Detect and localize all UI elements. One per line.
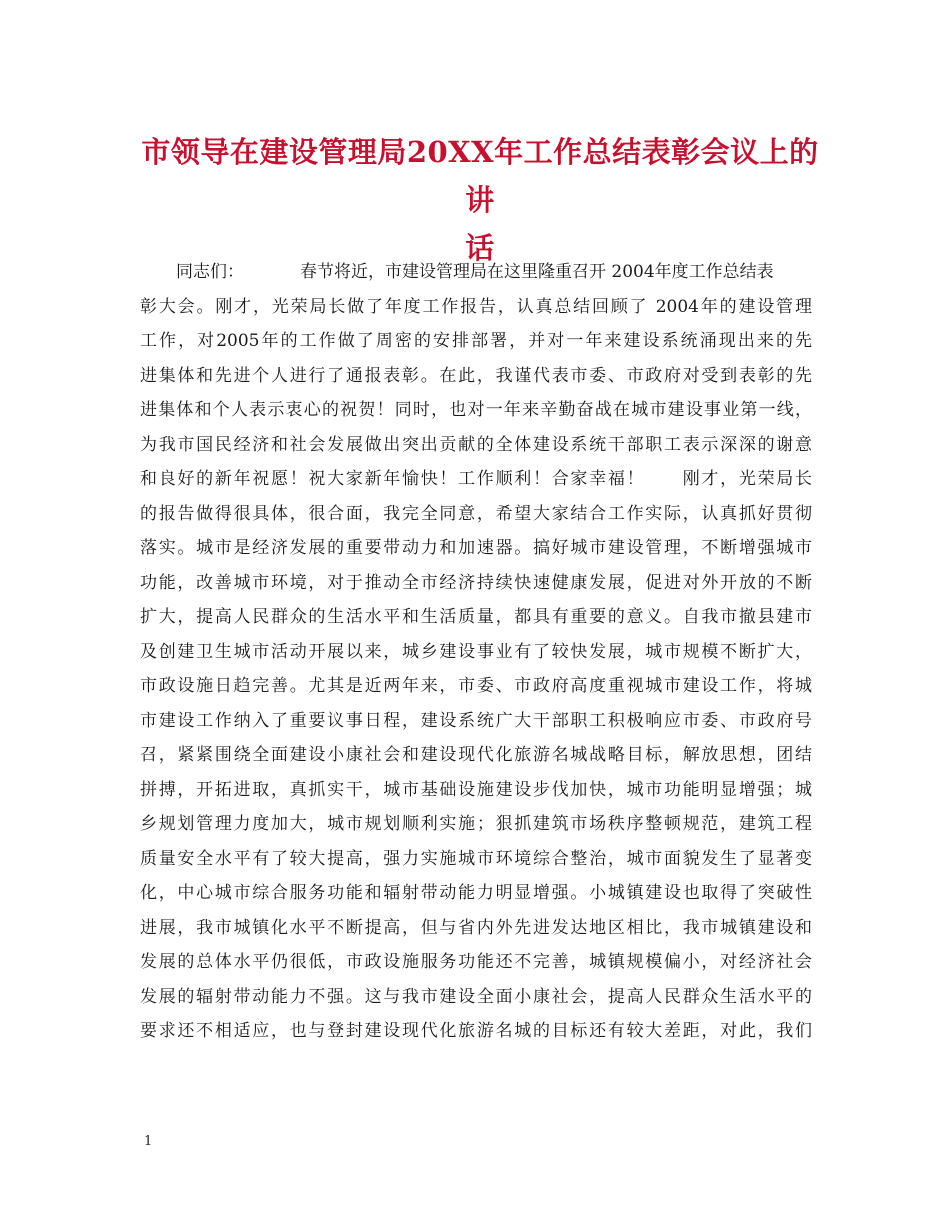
- body-line: 乡规划管理力度加大，城市规划顺利实施；狠抓建筑市场秩序整顿规范，建筑工程: [140, 814, 812, 834]
- body-line: 进展，我市城镇化水平不断提高，但与省内外先进发达地区相比，我市城镇建设和: [140, 917, 812, 938]
- body-line-first: [140, 255, 812, 290]
- body-line: 和良好的新年祝愿！祝大家新年愉快！工作顺利！合家幸福！ 刚才，光荣局长: [140, 469, 812, 489]
- body-line: 及创建卫生城市活动开展以来，城乡建设事业有了较快发展，城市规模不断扩大，: [140, 641, 812, 662]
- body-line: 彰大会。刚才，光荣局长做了年度工作报告，认真总结回顾了 2004年的建设管理: [140, 296, 812, 317]
- body-line: 进集体和先进个人进行了通报表彰。在此，我谨代表市委、市政府对受到表彰的先: [140, 365, 812, 386]
- body-line: 进集体和个人表示衷心的祝贺！同时，也对一年来辛勤奋战在城市建设事业第一线，: [140, 400, 812, 420]
- salutation: 同志们：: [176, 262, 244, 282]
- body-line: 要求还不相适应，也与登封建设现代化旅游名城的目标还有较大差距，对此，我们: [140, 1021, 812, 1041]
- body-line: 扩大，提高人民群众的生活水平和生活质量，都具有重要的意义。自我市撤县建市: [140, 607, 812, 627]
- body-line: 为我市国民经济和社会发展做出突出贡献的全体建设系统干部职工表示深深的谢意: [140, 434, 812, 455]
- page-number: 1: [144, 1134, 153, 1149]
- body-line: 发展的总体水平仍很低，市政设施服务功能还不完善，城镇规模偏小，对经济社会: [140, 952, 812, 972]
- body-line: 发展的辐射带动能力不强。这与我市建设全面小康社会，提高人民群众生活水平的: [140, 986, 812, 1007]
- body-line: 召，紧紧围绕全面建设小康社会和建设现代化旅游名城战略目标，解放思想，团结: [140, 745, 812, 765]
- body-line: 市建设工作纳入了重要议事日程，建设系统广大干部职工积极响应市委、市政府号: [140, 710, 812, 731]
- body-line: 的报告做得很具体，很合面，我完全同意，希望大家结合工作实际，认真抓好贯彻: [140, 503, 812, 524]
- body-line: 拼搏，开拓进取，真抓实干，城市基础设施建设步伐加快，城市功能明显增强；城: [140, 779, 812, 800]
- body-line: 市政设施日趋完善。尤其是近两年来，市委、市政府高度重视城市建设工作，将城: [140, 676, 812, 696]
- body-line: 功能，改善城市环境，对于推动全市经济持续快速健康发展，促进对外开放的不断: [140, 572, 812, 593]
- body-text: [140, 255, 812, 1049]
- body-line: 工作，对2005年的工作做了周密的安排部署，并对一年来建设系统涌现出来的先: [140, 331, 812, 351]
- body-line: 化，中心城市综合服务功能和辐射带动能力明显增强。小城镇建设也取得了突破性: [140, 883, 812, 903]
- body-line: 质量安全水平有了较大提高，强力实施城市环境综合整治，城市面貌发生了显著变: [140, 848, 812, 869]
- first-line-text: 春节将近，市建设管理局在这里隆重召开 2004年度工作总结表: [300, 262, 774, 282]
- document-title: [140, 128, 820, 272]
- title-line-1: 市领导在建设管理局20XX年工作总结表彰会议上的讲: [141, 135, 819, 217]
- body-line: 落实。城市是经济发展的重要带动力和加速器。搞好城市建设管理，不断增强城市: [140, 538, 812, 558]
- title-line-2: 话: [465, 231, 495, 265]
